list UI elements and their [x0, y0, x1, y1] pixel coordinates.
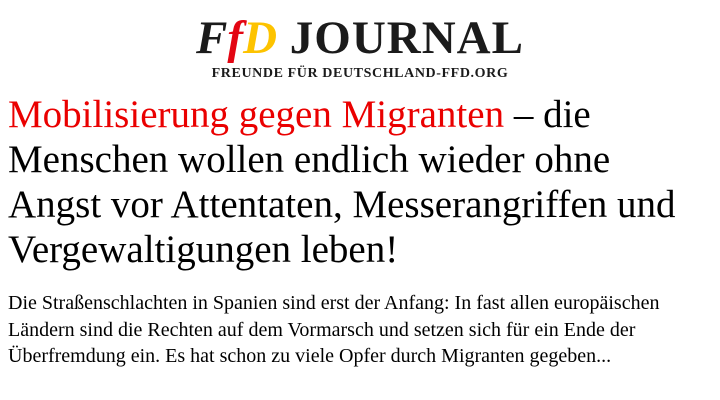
headline-highlight: Mobilisierung gegen Migranten — [8, 93, 505, 136]
article-headline-link[interactable] — [8, 92, 708, 272]
headline-rest: – die Menschen wollen endlich wieder ohne Angst vor Attentaten, Messerangriffen und Vergewaltigungen leben! — [8, 93, 676, 271]
logo-letter-d-gold: D — [243, 12, 278, 64]
site-logo[interactable] — [0, 12, 720, 64]
masthead — [0, 0, 720, 82]
masthead-tagline: FREUNDE FÜR DEUTSCHLAND-FFD.ORG — [211, 66, 509, 81]
logo-ffd-monogram — [196, 12, 277, 64]
logo-letter-f-black: F — [196, 12, 228, 64]
article-teaser-block — [0, 92, 720, 370]
logo-journal-text: JOURNAL — [277, 12, 524, 64]
logo-letter-f-red: f — [227, 12, 244, 64]
article-teaser-text: Die Straßenschlachten in Spanien sind erst der Anfang: In fast allen europäischen Ländern sind die Rechten auf dem Vormarsch und setzen sich für ein Ende der Überfremdung ein. Es hat schon zu viele Opfer durch Migranten gegeben... — [8, 292, 660, 367]
